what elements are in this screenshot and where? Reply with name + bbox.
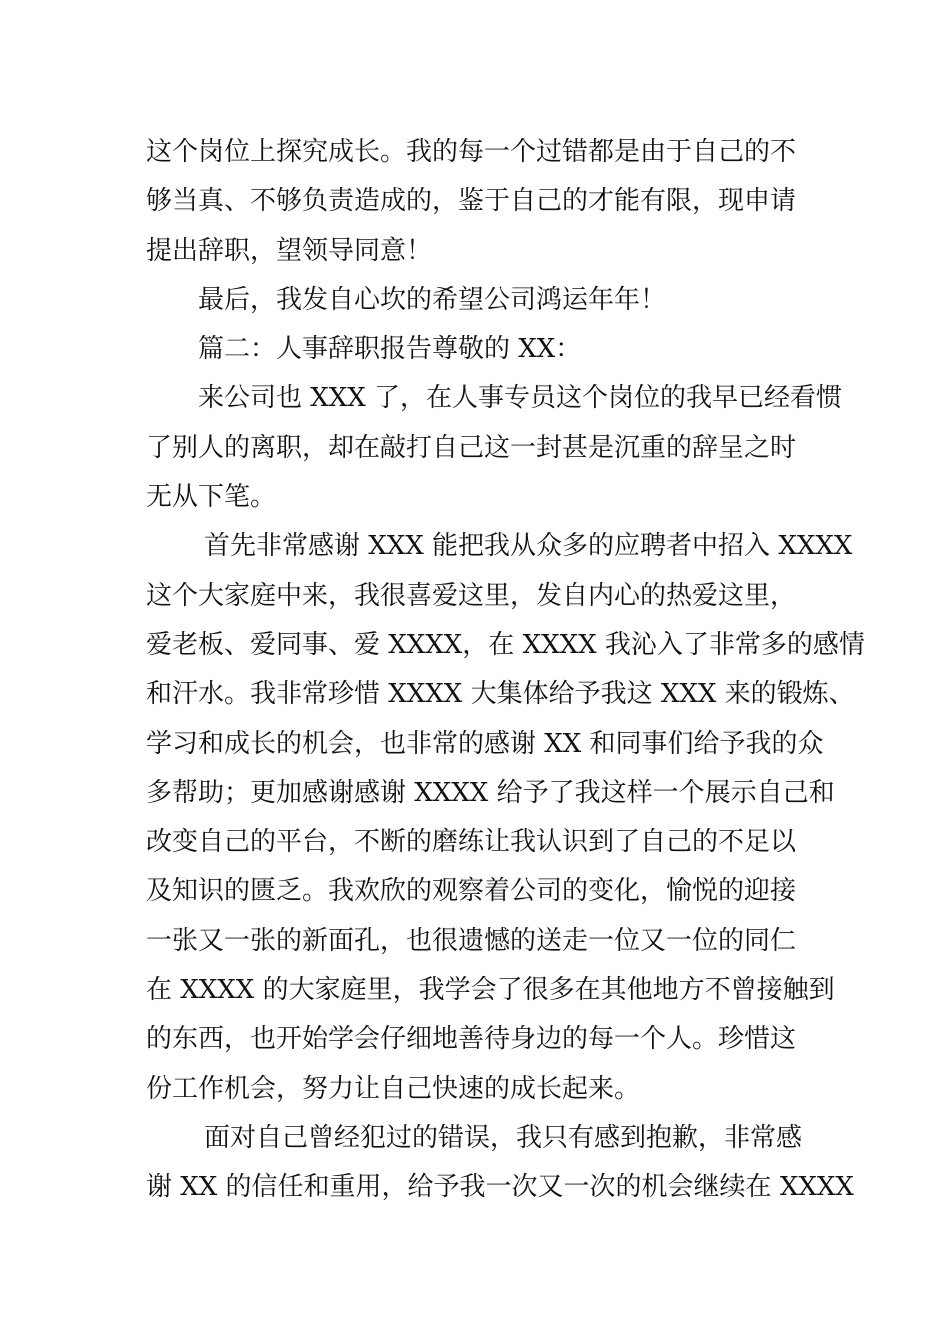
text-line: 的东西，也开始学会仔细地善待身边的每一个人。珍惜这 — [146, 1024, 797, 1055]
text-line: 和汗水。我非常珍惜 XXXX 大集体给予我这 XXX 来的锻炼、 — [146, 679, 855, 710]
text-line: 面对自己曾经犯过的错误，我只有感到抱歉，非常感 — [204, 1122, 803, 1153]
document-body — [146, 128, 865, 1213]
text-line: 学习和成长的机会，也非常的感谢 XX 和同事们给予我的众 — [146, 728, 824, 759]
text-line: 最后，我发自心坎的希望公司鸿运年年！ — [198, 284, 667, 315]
text-line: 这个大家庭中来，我很喜爱这里，发自内心的热爱这里， — [146, 580, 797, 611]
section-heading: 篇二：人事辞职报告尊敬的 XX： — [198, 334, 582, 365]
text-line: 无从下笔。 — [146, 482, 277, 513]
text-line: 在 XXXX 的大家庭里，我学会了很多在其他地方不曾接触到 — [146, 975, 835, 1006]
text-line: 够当真、不够负责造成的，鉴于自己的才能有限，现申请 — [146, 186, 797, 217]
text-line: 来公司也 XXX 了，在人事专员这个岗位的我早已经看惯 — [198, 383, 843, 414]
text-line: 首先非常感谢 XXX 能把我从众多的应聘者中招入 XXXX — [204, 531, 853, 562]
text-line: 及知识的匮乏。我欢欣的观察着公司的变化，愉悦的迎接 — [146, 876, 797, 907]
text-line: 这个岗位上探究成长。我的每一个过错都是由于自己的不 — [146, 137, 797, 167]
text-line: 一张又一张的新面孔，也很遗憾的送走一位又一位的同仁 — [146, 925, 797, 956]
text-line: 份工作机会，努力让自己快速的成长起来。 — [146, 1073, 641, 1104]
text-line: 了别人的离职，却在敲打自己这一封甚是沉重的辞呈之时 — [146, 432, 797, 463]
text-line: 改变自己的平台，不断的磨练让我认识到了自己的不足以 — [146, 827, 797, 858]
text-line: 提出辞职，望领导同意！ — [146, 235, 433, 266]
text-line: 多帮助；更加感谢感谢 XXXX 给予了我这样一个展示自己和 — [146, 777, 835, 808]
text-line: 谢 XX 的信任和重用，给予我一次又一次的机会继续在 XXXX — [146, 1172, 854, 1203]
text-line: 爱老板、爱同事、爱 XXXX，在 XXXX 我沁入了非常多的感情 — [146, 629, 865, 660]
